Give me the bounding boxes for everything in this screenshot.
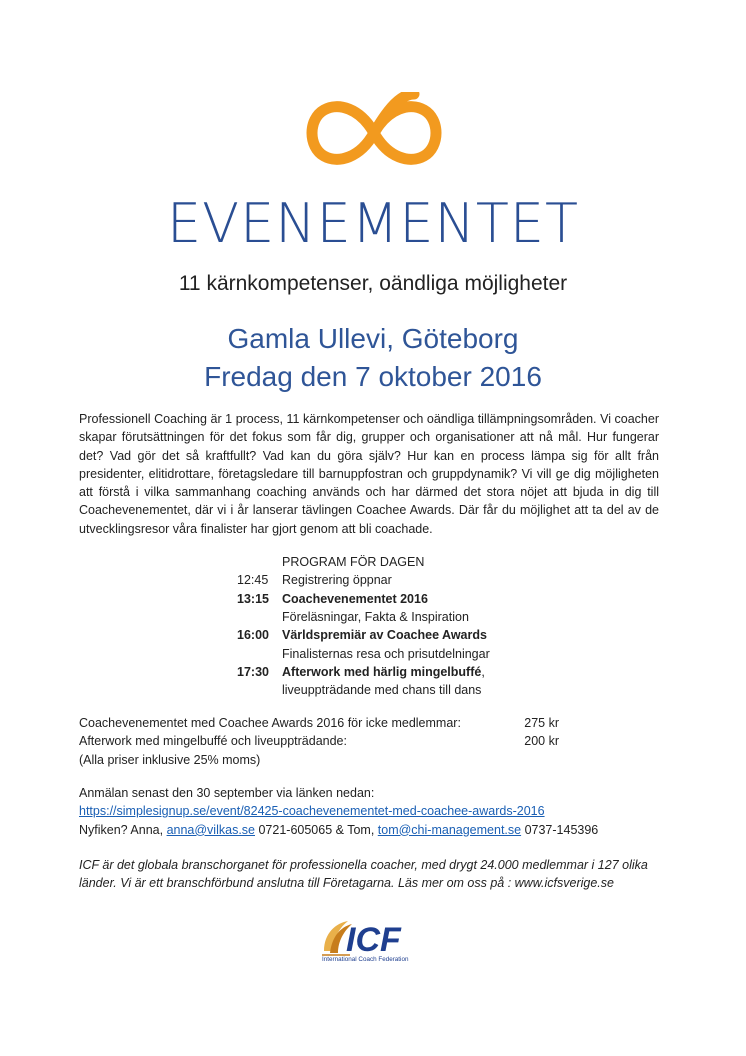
- contact-prefix: Nyfiken? Anna,: [79, 822, 167, 837]
- program-title: Coachevenementet 2016: [282, 591, 428, 606]
- price-row: [79, 714, 559, 732]
- program-heading: PROGRAM FÖR DAGEN: [282, 555, 425, 569]
- icf-tagline: International Coach Federation: [322, 956, 409, 963]
- price-section: [79, 714, 559, 769]
- icf-logo-icon: [318, 915, 428, 963]
- program-detail: liveuppträdande med chans till dans: [282, 683, 482, 698]
- contact-line: [79, 821, 598, 839]
- program-time: 17:30: [237, 664, 269, 679]
- event-date: Fredag den 7 oktober 2016: [204, 361, 542, 392]
- program-title-suffix: ,: [481, 664, 485, 679]
- program-title: Världspremiär av Coachee Awards: [282, 628, 487, 643]
- icf-logo-text: ICF: [346, 921, 401, 959]
- program-time: 16:00: [237, 628, 269, 643]
- program-time: 12:45: [237, 573, 269, 588]
- page-subtitle: 11 kärnkompetenser, oändliga möjligheter: [178, 272, 568, 295]
- signup-deadline: Anmälan senast den 30 september via länken nedan:: [79, 786, 375, 800]
- price-value: 275 kr: [524, 716, 559, 730]
- program-detail: Föreläsningar, Fakta & Inspiration: [282, 609, 469, 624]
- anna-phone: 0721-605065 & Tom,: [255, 822, 378, 837]
- signup-link[interactable]: https://simplesignup.se/event/82425-coachevenementet-med-coachee-awards-2016: [79, 804, 545, 819]
- price-label: Afterwork med mingelbuffé och liveuppträdande:: [79, 734, 347, 749]
- about-paragraph: ICF är det globala branschorganet för professionella coacher, med drygt 24.000 medlemmar i 127 olika länder. Vi är ett branschförbund anslutna till Företagarna. Läs mer om oss på : www.icfsverige.se: [79, 858, 648, 891]
- program-time: 13:15: [237, 591, 269, 606]
- price-value: 200 kr: [524, 734, 559, 749]
- event-venue: Gamla Ullevi, Göteborg: [227, 323, 519, 354]
- program-title: Registrering öppnar: [282, 573, 392, 588]
- tom-phone: 0737-145396: [521, 822, 599, 837]
- intro-paragraph: Professionell Coaching är 1 process, 11 kärnkompetenser och oändliga tillämpningsområden. Vi coacher skapar förutsättningen för det fokus som får dig, grupper och organisationer att nå mål. Hur fungerar det? Vad gör det så kraftfullt? Vad kan du göra själv? Hur kan en process lämpa sig för allt från presidenter, elitidrottare, företagsledare till barnuppfostran och gruppdynamik? Vi vill ge dig möjligheten att förstå i vilka sammanhang coaching används och har därmed det stora nöjet att bjuda in dig till Coachevenementet, där vi i år lanserar tävlingen Coachee Awards. Där får du möjlighet att ta del av de utvecklingsresor våra finalister har gjort genom att bli coachade.: [79, 412, 659, 536]
- program-title-wrap: [282, 663, 485, 681]
- page-title: EVENEMENTET: [167, 192, 579, 255]
- program-title: Afterwork med härlig mingelbuffé: [282, 664, 482, 679]
- price-note: (Alla priser inklusive 25% moms): [79, 752, 261, 767]
- tom-email-link[interactable]: tom@chi-management.se: [377, 822, 522, 837]
- infinity-logo-icon: [300, 92, 448, 174]
- signup-section: [79, 784, 598, 839]
- price-row: [79, 732, 559, 750]
- program-detail: Finalisternas resa och prisutdelningar: [282, 646, 490, 661]
- price-label: Coachevenementet med Coachee Awards 2016 för icke medlemmar:: [79, 716, 461, 730]
- anna-email-link[interactable]: anna@vilkas.se: [166, 822, 255, 837]
